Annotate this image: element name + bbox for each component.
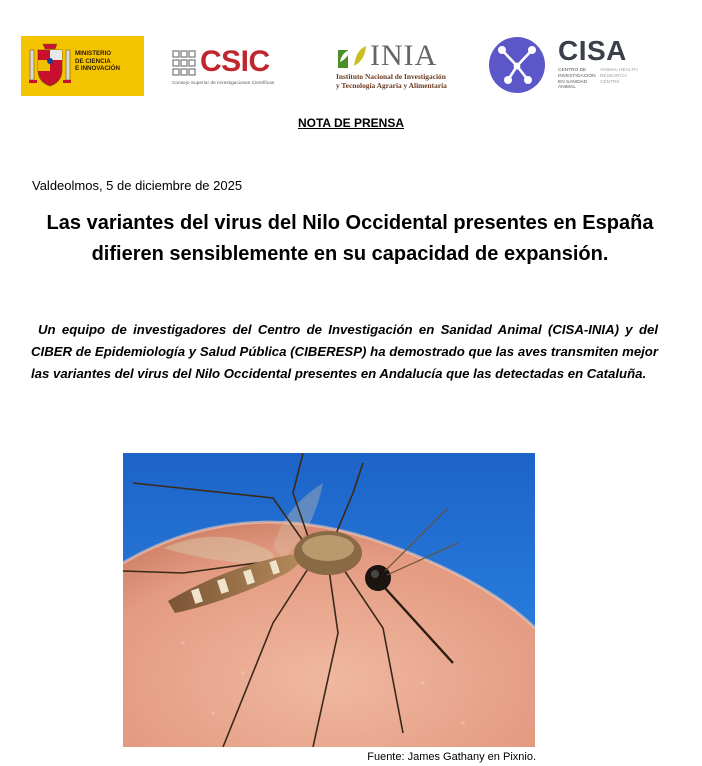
ministerio-text xyxy=(75,50,143,73)
inia-logo xyxy=(334,40,474,94)
inia-subtitle xyxy=(336,73,447,90)
inia-wordmark: INIA xyxy=(370,39,438,72)
inia-leaf-icon xyxy=(336,44,368,70)
cisa-subtitle-en: ANIMAL HEALTH RESEARCH CENTRE xyxy=(600,68,638,85)
cisa-subtitle: CENTRO DE INVESTIGACIÓN EN SANIDAD ANIMAL xyxy=(558,68,596,91)
mosquito-illustration xyxy=(123,453,535,747)
ministerio-line: E INNOVACIÓN xyxy=(75,65,120,73)
ministerio-line: MINISTERIO xyxy=(75,50,112,57)
csic-logo xyxy=(170,42,305,92)
inia-subtitle-line: Instituto Nacional de Investigación xyxy=(336,72,446,81)
csic-grid-icon xyxy=(172,50,196,76)
lead-paragraph: Un equipo de investigadores del Centro de Investigación en Sanidad Animal (CISA-INIA) y del CIBER de Epidemiología y Salud Pública (CIBERESP) ha demostrado que las aves transmiten mejor las variantes del virus del Nilo Occidental presentes en Andalucía que las detectadas en Cataluña. xyxy=(31,322,658,381)
inia-subtitle-line: y Tecnología Agraria y Alimentaria xyxy=(336,80,447,90)
ministerio-logo xyxy=(21,36,144,96)
csic-subtitle: Consejo Superior de Investigaciones Científicas xyxy=(172,80,275,85)
cisa-logo xyxy=(486,34,646,96)
ministerio-line: DE CIENCIA xyxy=(75,57,111,65)
coat-of-arms-icon xyxy=(29,42,71,90)
cisa-wordmark: CISA xyxy=(558,35,627,66)
press-release-heading: NOTA DE PRENSA xyxy=(297,116,404,130)
csic-wordmark: CSIC xyxy=(200,45,270,78)
photo-caption: Fuente: James Gathany en Pixnio. xyxy=(367,751,536,763)
headline: Las variantes del virus del Nilo Occidental presentes en España difieren sensiblemente en su capacidad de expansión. xyxy=(46,212,654,265)
mosquito-photo xyxy=(123,453,535,747)
cisa-molecule-icon xyxy=(488,36,546,94)
dateline: Valdeolmos, 5 de diciembre de 2025 xyxy=(32,178,243,193)
